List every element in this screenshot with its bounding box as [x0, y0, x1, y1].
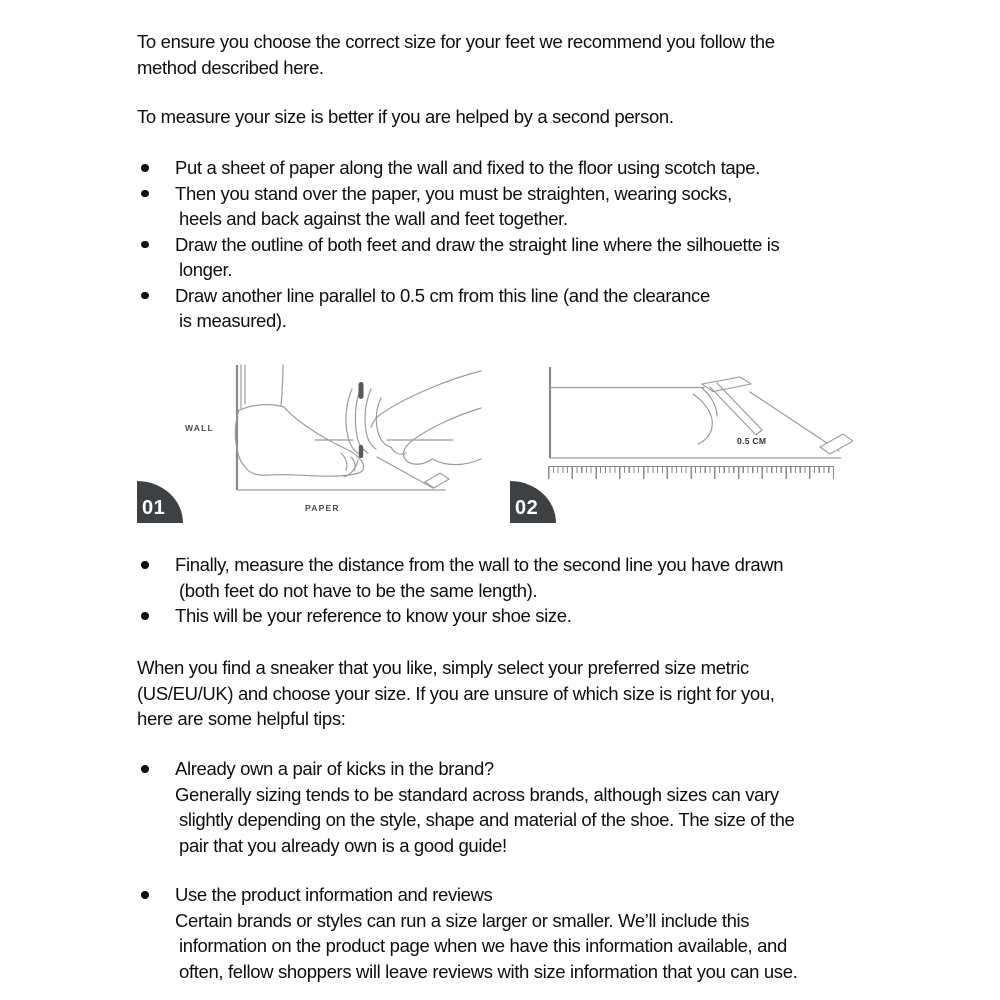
ruler-icon — [548, 466, 834, 480]
pencil-marking-drawing — [693, 383, 762, 444]
list-item-line: longer. — [179, 259, 233, 280]
list-item-line: heels and back against the wall and feet together. — [179, 208, 568, 229]
list-item — [137, 283, 920, 334]
bullet-icon — [141, 164, 149, 172]
list-item — [137, 155, 920, 181]
paragraph-line: When you find a sneaker that you like, simply select your preferred size metric — [137, 657, 749, 678]
bullet-icon — [141, 891, 149, 899]
tip-line: pair that you already own is a good guide! — [179, 834, 507, 856]
bullet-icon — [141, 292, 149, 300]
pencil-tip-icon — [359, 445, 363, 458]
sizing-paragraph — [137, 655, 920, 732]
tip-line: Already own a pair of kicks in the brand? — [175, 758, 494, 779]
paragraph-line: To ensure you choose the correct size for your feet we recommend you follow the — [137, 31, 775, 52]
bullet-icon — [141, 612, 149, 620]
paragraph-line: To measure your size is better if you are helped by a second person. — [137, 106, 674, 127]
list-item-line: Finally, measure the distance from the wall to the second line you have drawn — [175, 554, 784, 575]
list-item — [137, 232, 920, 283]
tip-item-product-info — [137, 882, 920, 984]
leg-and-foot-drawing — [235, 365, 363, 476]
tip-line: often, fellow shoppers will leave reviews with size information that you can use. — [179, 960, 798, 982]
list-item — [137, 181, 920, 232]
bullet-icon — [141, 765, 149, 773]
tip-line: slightly depending on the style, shape and material of the shoe. The size of the — [179, 809, 795, 830]
tip-line: Certain brands or styles can run a size larger or smaller. We’ll include this — [175, 909, 750, 931]
measuring-steps-list — [137, 155, 920, 334]
list-item — [137, 603, 920, 629]
figure-number: 02 — [515, 496, 539, 519]
clearance-measurement-label: 0.5 CM — [737, 436, 767, 446]
bullet-icon — [141, 241, 149, 249]
tip-line: Generally sizing tends to be standard across brands, although sizes can vary — [175, 783, 779, 805]
list-item-line: Put a sheet of paper along the wall and fixed to the floor using scotch tape. — [175, 157, 760, 178]
list-item-line: Draw another line parallel to 0.5 cm from this line (and the clearance — [175, 284, 710, 306]
tip-line: Use the product information and reviews — [175, 884, 493, 905]
list-item-line: This will be your reference to know your shoe size. — [175, 605, 572, 626]
tip-item-own-pair — [137, 756, 920, 858]
bullet-icon — [141, 561, 149, 569]
second-person-paragraph — [137, 104, 920, 130]
wall-label: WALL — [185, 423, 214, 433]
list-item — [137, 552, 920, 603]
paper-label: PAPER — [305, 503, 340, 513]
list-item-line: Draw the outline of both feet and draw the straight line where the silhouette is — [175, 233, 780, 255]
paragraph-line: (US/EU/UK) and choose your size. If you are unsure of which size is right for you, — [137, 682, 775, 704]
intro-paragraph — [137, 29, 920, 80]
scotch-tape-icon — [820, 434, 853, 454]
hand-drawing — [346, 371, 481, 465]
figure-01-foot-tracing-illustration — [137, 358, 482, 523]
list-item-line: is measured). — [179, 310, 287, 331]
list-item-line: (both feet do not have to be the same length). — [179, 579, 538, 601]
paragraph-line: method described here. — [137, 56, 324, 78]
results-list — [137, 552, 920, 629]
paper-side-edge-line — [377, 457, 433, 488]
figure-number: 01 — [142, 496, 166, 519]
illustrations — [137, 358, 920, 525]
list-item-line: Then you stand over the paper, you must be straighten, wearing socks, — [175, 182, 732, 204]
pencil-icon — [359, 382, 364, 399]
paragraph-line: here are some helpful tips: — [137, 708, 346, 729]
tip-line: information on the product page when we have this information available, and — [179, 935, 787, 956]
bullet-icon — [141, 190, 149, 198]
figure-02-clearance-line-illustration — [508, 358, 853, 528]
scotch-tape-icon — [702, 377, 751, 392]
